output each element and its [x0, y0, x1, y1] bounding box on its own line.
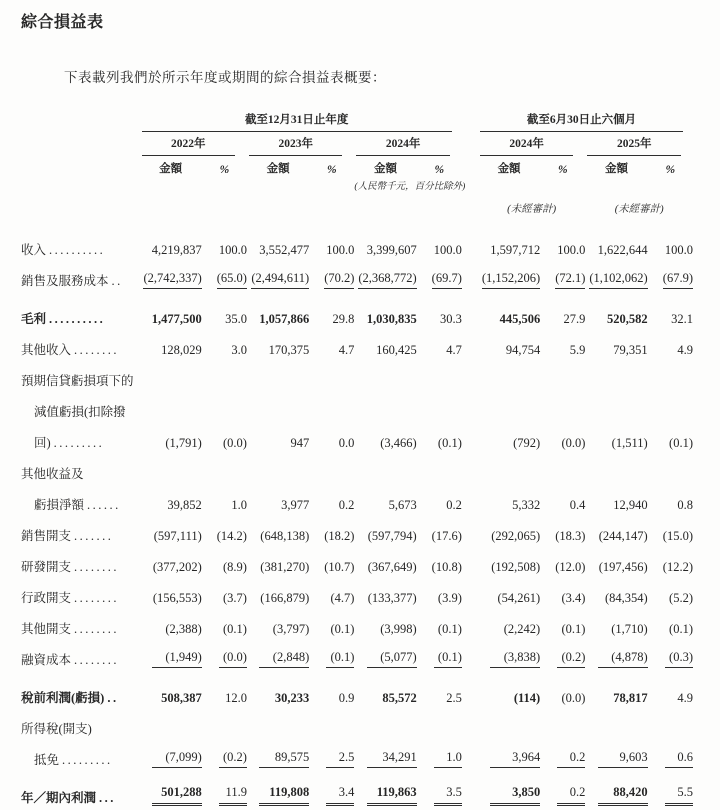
cell-percent: (0.0) — [561, 691, 586, 705]
cell-percent: (0.1) — [437, 622, 462, 636]
cell-amount: (1,152,206) — [478, 262, 540, 293]
cell-percent: (0.1) — [417, 641, 462, 672]
dot-leader: .. — [107, 691, 119, 705]
cell-percent: 0.4 — [569, 498, 586, 512]
header-spacer — [21, 156, 140, 176]
cell-amount: (367,649) — [367, 560, 417, 574]
cell-percent: 11.9 — [202, 772, 247, 810]
cell-amount: 9,603 — [585, 741, 647, 772]
table-row — [21, 641, 693, 672]
cell-percent — [202, 455, 247, 486]
cell-amount: (133,377) — [367, 591, 417, 605]
cell-percent: (0.1) — [669, 622, 693, 636]
group-gap — [462, 517, 478, 548]
cell-percent: (12.0) — [555, 560, 586, 574]
cell-percent: 0.2 — [540, 741, 585, 772]
dot-leader: .. — [111, 274, 123, 288]
cell-amount — [140, 710, 202, 741]
cell-percent: (0.0) — [202, 641, 247, 672]
row-label: 回) ......... — [34, 436, 105, 450]
row-label: 銷售及服務成本 .. — [21, 274, 123, 288]
cell-percent: (70.2) — [309, 262, 354, 293]
percent-header: % — [665, 164, 676, 176]
cell-percent: 0.9 — [338, 691, 355, 705]
cell-percent — [648, 710, 693, 741]
cell-percent — [540, 393, 585, 424]
cell-amount — [354, 393, 416, 424]
group-gap — [462, 192, 478, 216]
table-row — [21, 548, 693, 579]
cell-amount: (3,998) — [380, 622, 417, 636]
cell-amount: (3,797) — [272, 622, 310, 636]
cell-percent: (0.1) — [309, 641, 354, 672]
group-gap — [462, 293, 478, 331]
group-gap — [462, 579, 478, 610]
dot-leader: .......... — [49, 312, 106, 326]
dot-leader: .......... — [49, 243, 106, 257]
cell-percent: (65.0) — [202, 262, 247, 293]
cell-percent: (69.7) — [417, 262, 462, 293]
cell-percent: 1.0 — [417, 741, 462, 772]
table-row — [21, 216, 693, 262]
group-gap — [462, 741, 478, 772]
group-interim-header: 截至6月30日止六個月 — [478, 110, 693, 132]
cell-percent — [540, 362, 585, 393]
cell-amount: (792) — [513, 436, 541, 450]
cell-percent: 100.0 — [218, 243, 247, 257]
cell-amount: (1,791) — [165, 436, 202, 450]
year-2023-header: 2023年 — [247, 132, 354, 156]
table-row — [21, 393, 693, 424]
cell-amount: (1,710) — [611, 622, 648, 636]
cell-amount: 39,852 — [167, 498, 202, 512]
cell-amount: 508,387 — [161, 691, 202, 705]
table-row — [21, 362, 693, 393]
percent-header: % — [219, 164, 230, 176]
cell-amount: 3,399,607 — [366, 243, 417, 257]
dot-leader: ......... — [62, 753, 113, 767]
units-note-row — [21, 176, 693, 192]
cell-percent — [648, 362, 693, 393]
cell-percent: 0.8 — [677, 498, 693, 512]
dot-leader: ... — [99, 791, 116, 805]
cell-amount — [140, 362, 202, 393]
cell-percent: 100.0 — [326, 243, 355, 257]
group-gap — [462, 132, 478, 156]
group-gap — [462, 156, 478, 176]
row-label: 收入 .......... — [21, 243, 106, 257]
cell-percent: (18.3) — [555, 529, 586, 543]
cell-percent: 4.9 — [677, 343, 693, 357]
cell-percent: 100.0 — [557, 243, 586, 257]
cell-amount — [354, 362, 416, 393]
cell-percent: (0.2) — [540, 641, 585, 672]
cell-percent: (0.3) — [648, 641, 693, 672]
cell-percent: 0.2 — [338, 498, 355, 512]
row-label: 其他開支 ........ — [21, 622, 120, 636]
group-gap — [462, 216, 478, 262]
cell-amount — [247, 455, 309, 486]
cell-amount — [478, 710, 540, 741]
table-row — [21, 455, 693, 486]
group-gap — [462, 362, 478, 393]
row-label: 毛利 .......... — [21, 312, 106, 326]
amount-header: 金額 — [497, 163, 521, 175]
cell-percent — [202, 393, 247, 424]
cell-amount: 119,808 — [247, 772, 309, 810]
cell-amount: (597,111) — [153, 529, 202, 543]
dot-leader: ........ — [74, 560, 120, 574]
amount-header: 金額 — [159, 163, 183, 175]
cell-percent: (0.1) — [223, 622, 247, 636]
cell-percent: (3.4) — [561, 591, 586, 605]
cell-percent: (0.1) — [437, 436, 462, 450]
cell-percent — [648, 393, 693, 424]
cell-amount: 160,425 — [376, 343, 417, 357]
group-gap — [462, 641, 478, 672]
cell-amount: 12,940 — [613, 498, 648, 512]
unaudited-note-row — [21, 192, 693, 216]
cell-percent: 27.9 — [563, 312, 586, 326]
dot-leader: ......... — [53, 436, 105, 450]
unaudited-note: (未經審計) — [614, 204, 664, 215]
year-row — [21, 132, 693, 156]
percent-header: % — [558, 164, 568, 176]
group-gap — [462, 455, 478, 486]
group-annual-header: 截至12月31日止年度 — [140, 110, 462, 132]
intro-text: 下表載列我們於所示年度或期間的綜合損益表概要： — [64, 70, 386, 85]
group-gap — [462, 486, 478, 517]
cell-amount: (84,354) — [604, 591, 648, 605]
cell-amount: (2,368,772) — [354, 262, 416, 293]
row-label: 研發開支 ........ — [21, 560, 120, 574]
table-row — [21, 610, 693, 641]
cell-amount: (114) — [513, 691, 541, 705]
group-gap — [462, 672, 478, 710]
table-row — [21, 331, 693, 362]
period-group-row — [21, 110, 693, 132]
cell-percent: 100.0 — [433, 243, 462, 257]
cell-percent — [540, 455, 585, 486]
row-label: 所得稅(開支) — [21, 722, 92, 736]
cell-percent: (10.8) — [431, 560, 462, 574]
cell-amount: 3,552,477 — [259, 243, 310, 257]
cell-amount: 3,977 — [281, 498, 310, 512]
cell-percent — [309, 455, 354, 486]
cell-amount — [478, 362, 540, 393]
cell-amount: 3,964 — [478, 741, 540, 772]
cell-amount — [247, 393, 309, 424]
cell-amount: (381,270) — [260, 560, 310, 574]
cell-percent: 0.0 — [338, 436, 355, 450]
table-row — [21, 772, 693, 810]
table-row — [21, 710, 693, 741]
group-gap — [462, 262, 478, 293]
cell-percent: (4.7) — [330, 591, 355, 605]
group-gap — [462, 393, 478, 424]
header-spacer — [21, 192, 140, 216]
cell-amount: 520,582 — [607, 312, 648, 326]
cell-percent: 3.5 — [417, 772, 462, 810]
cell-percent: 32.1 — [671, 312, 693, 326]
cell-percent — [309, 393, 354, 424]
cell-percent: (67.9) — [648, 262, 693, 293]
cell-amount: 947 — [290, 436, 310, 450]
cell-percent: 30.3 — [440, 312, 462, 326]
cell-percent: (3.7) — [223, 591, 247, 605]
header-spacer — [21, 132, 140, 156]
table-row — [21, 741, 693, 772]
amount-header: 金額 — [605, 163, 629, 175]
cell-amount: (648,138) — [260, 529, 310, 543]
cell-amount: 170,375 — [268, 343, 310, 357]
cell-amount: (3,466) — [380, 436, 417, 450]
dot-leader: ........ — [74, 343, 120, 357]
amount-header: 金額 — [266, 163, 290, 175]
cell-amount: 128,029 — [161, 343, 202, 357]
cell-percent: 4.7 — [446, 343, 462, 357]
cell-amount: 1,057,866 — [259, 312, 310, 326]
cell-percent: 5.9 — [569, 343, 586, 357]
row-label: 預期信貸虧損項下的 — [21, 374, 134, 388]
cell-amount: (3,838) — [478, 641, 540, 672]
cell-percent: 0.2 — [540, 772, 585, 810]
row-label: 年／期內利潤 ... — [21, 791, 116, 805]
cell-amount: (2,388) — [165, 622, 202, 636]
cell-amount: (1,102,062) — [585, 262, 647, 293]
cell-percent: (0.1) — [669, 436, 693, 450]
cell-percent — [309, 710, 354, 741]
halfyear-2025-header: 2025年 — [585, 132, 693, 156]
header-spacer — [21, 176, 140, 192]
cell-percent: 2.5 — [309, 741, 354, 772]
cell-amount: 445,506 — [499, 312, 541, 326]
cell-percent: 3.0 — [231, 343, 247, 357]
cell-amount: 94,754 — [505, 343, 541, 357]
income-statement-table — [21, 110, 693, 810]
dot-leader: ........ — [74, 622, 120, 636]
cell-percent — [648, 455, 693, 486]
cell-amount: (5,077) — [354, 641, 416, 672]
cell-percent: (3.9) — [437, 591, 462, 605]
row-label: 融資成本 ........ — [21, 653, 120, 667]
cell-amount: (54,261) — [497, 591, 541, 605]
year-2022-header: 2022年 — [140, 132, 247, 156]
cell-amount: (192,508) — [491, 560, 541, 574]
halfyear-2024-header: 2024年 — [478, 132, 585, 156]
cell-amount — [478, 393, 540, 424]
cell-percent: 12.0 — [225, 691, 247, 705]
row-label: 抵免 ......... — [34, 753, 113, 767]
cell-percent: (0.2) — [202, 741, 247, 772]
dot-leader: ...... — [87, 498, 121, 512]
year-2024-header: 2024年 — [354, 132, 461, 156]
cell-amount: (2,742,337) — [140, 262, 202, 293]
cell-amount — [585, 362, 647, 393]
cell-amount — [585, 393, 647, 424]
cell-amount: (197,456) — [598, 560, 648, 574]
group-gap — [462, 110, 478, 132]
cell-amount: (156,553) — [152, 591, 202, 605]
group-gap — [462, 331, 478, 362]
cell-amount: 85,572 — [382, 691, 417, 705]
cell-percent: (17.6) — [431, 529, 462, 543]
cell-percent: (8.9) — [223, 560, 247, 574]
cell-amount: 4,219,837 — [151, 243, 202, 257]
dot-leader: ........ — [74, 591, 120, 605]
cell-percent: 0.2 — [446, 498, 462, 512]
currency-note: (人民幣千元，百分比除外) — [354, 182, 466, 192]
page-title: 綜合損益表 — [21, 14, 104, 31]
cell-percent: 3.4 — [309, 772, 354, 810]
cell-amount — [140, 455, 202, 486]
cell-amount: 1,597,712 — [490, 243, 541, 257]
table-row — [21, 293, 693, 331]
cell-percent — [309, 362, 354, 393]
cell-amount — [247, 362, 309, 393]
cell-amount: 501,288 — [140, 772, 202, 810]
cell-percent — [540, 710, 585, 741]
cell-amount: (4,878) — [585, 641, 647, 672]
table-row — [21, 672, 693, 710]
cell-percent: 2.5 — [446, 691, 462, 705]
cell-percent: (18.2) — [324, 529, 355, 543]
percent-header: % — [327, 164, 337, 176]
amount-percent-row — [21, 156, 693, 176]
cell-amount — [247, 710, 309, 741]
row-label: 減值虧損(扣除撥 — [34, 405, 126, 419]
cell-amount — [354, 710, 416, 741]
cell-amount: (7,099) — [140, 741, 202, 772]
row-label: 行政開支 ........ — [21, 591, 120, 605]
cell-amount: (1,949) — [140, 641, 202, 672]
cell-amount: 5,673 — [388, 498, 417, 512]
cell-amount: (166,879) — [260, 591, 310, 605]
cell-percent: 29.8 — [332, 312, 355, 326]
cell-amount: (377,202) — [152, 560, 202, 574]
cell-percent: (0.0) — [561, 436, 586, 450]
cell-amount: (244,147) — [598, 529, 648, 543]
cell-percent: (72.1) — [540, 262, 585, 293]
cell-percent — [417, 710, 462, 741]
cell-amount — [585, 710, 647, 741]
cell-percent: 100.0 — [664, 243, 693, 257]
percent-header: % — [434, 164, 445, 176]
cell-percent: (5.2) — [669, 591, 693, 605]
cell-amount: 1,477,500 — [151, 312, 202, 326]
cell-percent: 1.0 — [231, 498, 247, 512]
cell-percent — [417, 393, 462, 424]
table-row — [21, 517, 693, 548]
group-gap — [462, 710, 478, 741]
cell-amount — [585, 455, 647, 486]
cell-amount: (1,511) — [611, 436, 648, 450]
cell-amount: 119,863 — [354, 772, 416, 810]
cell-amount: (2,848) — [247, 641, 309, 672]
cell-amount: (292,065) — [491, 529, 541, 543]
cell-percent: 4.7 — [338, 343, 355, 357]
cell-percent: (0.1) — [561, 622, 586, 636]
cell-amount: (2,242) — [503, 622, 541, 636]
cell-percent — [202, 710, 247, 741]
cell-amount: 3,850 — [478, 772, 540, 810]
dot-leader: ........ — [74, 653, 120, 667]
table-row — [21, 262, 693, 293]
row-label: 稅前利潤(虧損) .. — [21, 691, 119, 705]
row-label: 其他收入 ........ — [21, 343, 120, 357]
cell-percent: 35.0 — [225, 312, 247, 326]
cell-amount — [478, 455, 540, 486]
cell-percent: (15.0) — [662, 529, 693, 543]
cell-amount: (597,794) — [367, 529, 417, 543]
cell-percent: 4.9 — [677, 691, 693, 705]
cell-amount: (2,494,611) — [247, 262, 309, 293]
row-label: 其他收益及 — [21, 467, 84, 481]
amount-header: 金額 — [374, 163, 398, 175]
group-gap — [462, 772, 478, 810]
cell-amount: 5,332 — [512, 498, 541, 512]
table-row — [21, 579, 693, 610]
cell-amount: 1,622,644 — [597, 243, 648, 257]
cell-percent — [417, 455, 462, 486]
table-row — [21, 424, 693, 455]
cell-amount — [140, 393, 202, 424]
cell-amount — [354, 455, 416, 486]
cell-percent: (0.1) — [330, 622, 355, 636]
group-gap — [462, 424, 478, 455]
cell-amount: 78,817 — [613, 691, 648, 705]
cell-amount: 79,351 — [613, 343, 648, 357]
cell-amount: 1,030,835 — [366, 312, 417, 326]
cell-percent: 0.6 — [648, 741, 693, 772]
cell-percent: 5.5 — [648, 772, 693, 810]
cell-amount: 88,420 — [585, 772, 647, 810]
table-row — [21, 486, 693, 517]
cell-amount: 34,291 — [354, 741, 416, 772]
cell-percent: (0.0) — [223, 436, 247, 450]
cell-percent — [202, 362, 247, 393]
cell-percent: (14.2) — [216, 529, 247, 543]
row-label: 銷售開支 ....... — [21, 529, 114, 543]
cell-amount: 89,575 — [247, 741, 309, 772]
cell-percent — [417, 362, 462, 393]
cell-percent: (10.7) — [324, 560, 355, 574]
group-gap — [462, 610, 478, 641]
dot-leader: ....... — [74, 529, 114, 543]
unaudited-note: (未經審計) — [507, 204, 557, 215]
row-label: 虧損淨額 ...... — [34, 498, 121, 512]
header-spacer — [21, 110, 140, 132]
group-gap — [462, 548, 478, 579]
cell-amount: 30,233 — [274, 691, 310, 705]
cell-percent: (12.2) — [662, 560, 693, 574]
